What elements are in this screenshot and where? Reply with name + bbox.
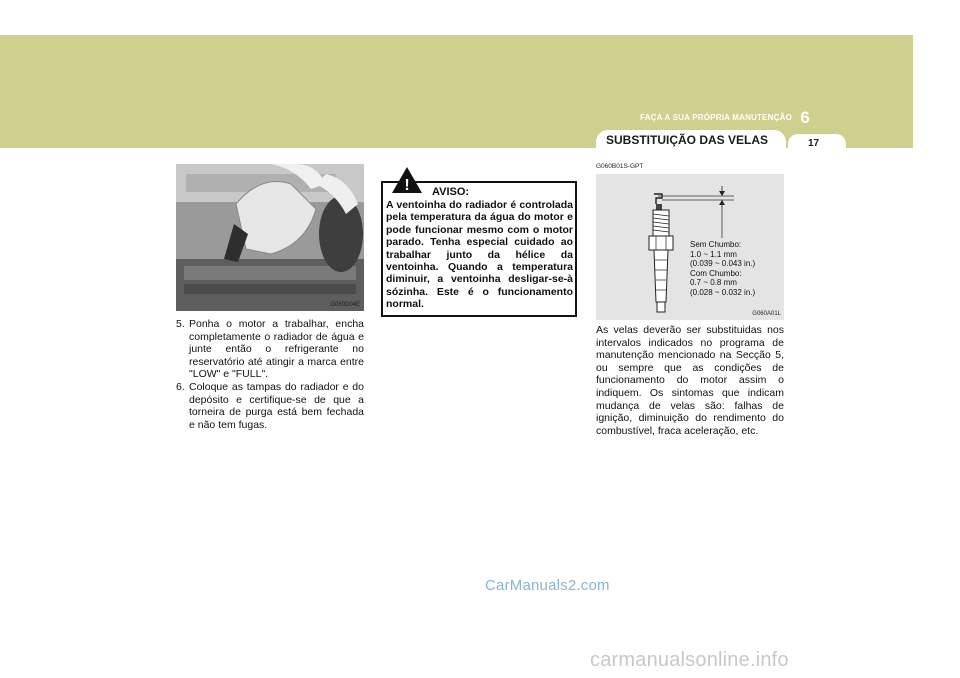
chapter-title: FAÇA A SUA PRÓPRIA MANUTENÇÃO [640,113,792,122]
step-number: 5. [176,318,185,330]
gap-spec-labels [690,240,755,298]
spark-plug-figure [596,174,784,320]
warning-text: A ventoinha do radiador é controlada pela temperatura da água do motor e pode funcionar mesmo com o motor parado. Tenha especial cuidado ao trabalhar junto da hélice da ventoinha. Quando a temperatura diminuir, a ventoinha desligar-se-à sózinha. Este é o funcionamento normal. [386,199,573,311]
step-number: 6. [176,380,185,393]
gap-value-unleaded-mm: 1.0 ~ 1.1 mm [690,249,737,259]
step-6 [176,381,364,431]
instruction-steps [176,318,364,431]
warning-title: AVISO: [432,186,470,198]
spark-plug-body-text: As velas deverão ser substituidas nos intervalos indicados no programa de manutenção mencionado na Secção 5, ou sempre que as condições de funcionamento do motor assim o indiquem. Os sintomas que indicam mudança de velas são: falhas de ignição, diminuição do rendimento do combustível, fraca aceleração, etc. [596,324,784,437]
figure-code: G060A01L [752,311,781,317]
step-text: Ponha o motor a trabalhar, encha completamente o radiador de água e junte então o refrigerante no reservatório até atingir a marca entre "LOW" e "FULL". [189,318,364,381]
step-text: Coloque as tampas do radiador e do depósito e certifique-se de que a torneira de purga está bem fechada e não tem fugas. [189,380,364,431]
step-5 [176,318,364,381]
gap-label-unleaded: Sem Chumbo: [690,240,742,249]
photo-code: G050D04E [330,302,360,308]
chapter-number: 6 [800,108,810,127]
section-tab [596,130,786,152]
watermark-carmanuals2[interactable]: CarManuals2.com [485,577,610,594]
watermark-carmanualsonline[interactable]: carmanualsonline.info [590,649,789,671]
gap-label-leaded: Com Chumbo: [690,268,742,278]
gap-value-leaded-mm: 0.7 ~ 0.8 mm [690,278,737,288]
warning-symbol: ! [404,177,410,194]
gap-value-leaded-in: (0.028 ~ 0.032 in.) [690,287,756,297]
radiator-photo-illustration [176,164,364,311]
gap-value-unleaded-in: (0.039 ~ 0.043 in.) [690,259,756,269]
section-title: SUBSTITUIÇÃO DAS VELAS [606,133,769,147]
page-tab [788,134,846,152]
section-code: G060B01S-GPT [596,163,644,170]
warning-triangle-icon [391,166,423,194]
page-number: 17 [808,138,820,149]
radiator-filling-photo [176,164,364,311]
